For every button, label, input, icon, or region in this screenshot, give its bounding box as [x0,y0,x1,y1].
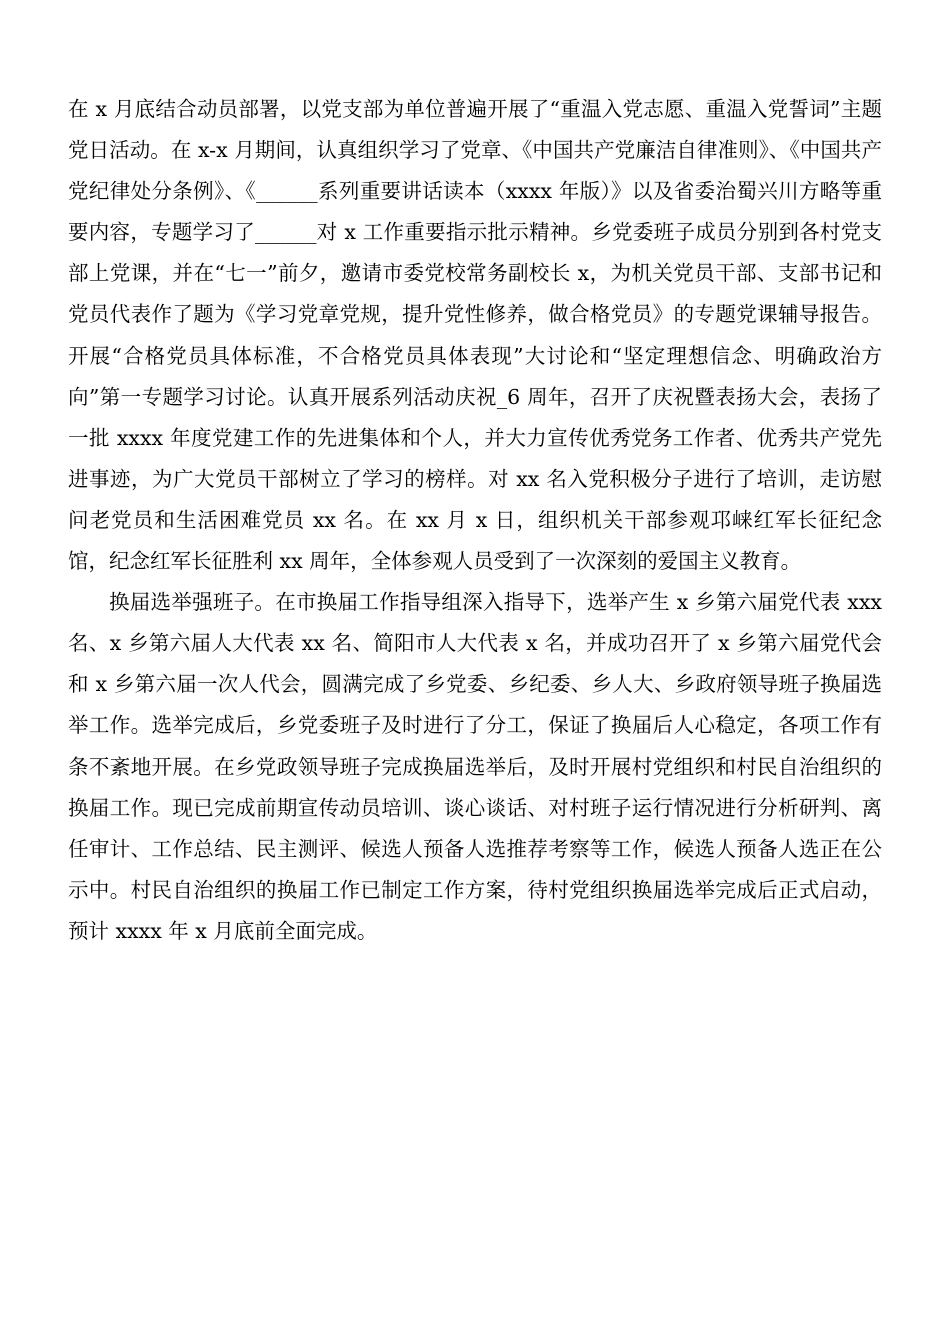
body-paragraph-2: 换届选举强班子。在市换届工作指导组深入指导下，选举产生 x 乡第六届党代表 xxx 名、x 乡第六届人大代表 xx 名、简阳市人大代表 x 名，并成功召开了 x 乡第六届党代会和 x 乡第六届一次人代会，圆满完成了乡党委、乡纪委、乡人大、乡政府领导班子换届选举工作。选举完成后，乡党委班子及时进行了分工，保证了换届后人心稳定，各项工作有条不紊地开展。在乡党政领导班子完成换届选举后，及时开展村党组织和村民自治组织的换届工作。现已完成前期宣传动员培训、谈心谈话、对村班子运行情况进行分析研判、离任审计、工作总结、民主测评、候选人预备人选推荐考察等工作，候选人预备人选正在公示中。村民自治组织的换届工作已制定工作方案，待村党组织换届选举完成后正式启动，预计 xxxx 年 x 月底前全面完成。 [68,590,889,943]
body-paragraph-1: 在 x 月底结合动员部署，以党支部为单位普遍开展了“重温入党志愿、重温入党誓词”主题党日活动。在 x-x 月期间，认真组织学习了党章、《中国共产党廉洁自律准则》、《中国共产党纪律处分条例》、《______系列重要讲话读本（xxxx 年版）》以及省委治蜀兴川方略等重要内容，专题学习了______对 x 工作重要指示批示精神。乡党委班子成员分别到各村党支部上党课，并在“七一”前夕，邀请市委党校常务副校长 x，为机关党员干部、支部书记和党员代表作了题为《学习党章党规，提升党性修养，做合格党员》的专题党课辅导报告。开展“合格党员具体标准，不合格党员具体表现”大讨论和“坚定理想信念、明确政治方向”第一专题学习讨论。认真开展系列活动庆祝_6 周年，召开了庆祝暨表扬大会，表扬了一批 xxxx 年度党建工作的先进集体和个人，并大力宣传优秀党务工作者、优秀共产党先进事迹，为广大党员干部树立了学习的榜样。对 xx 名入党积极分子进行了培训，走访慰问老党员和生活困难党员 xx 名。在 xx 月 x 日，组织机关干部参观邛崃红军长征纪念馆，纪念红军长征胜利 xx 周年，全体参观人员受到了一次深刻的爱国主义教育。 [68,97,882,574]
